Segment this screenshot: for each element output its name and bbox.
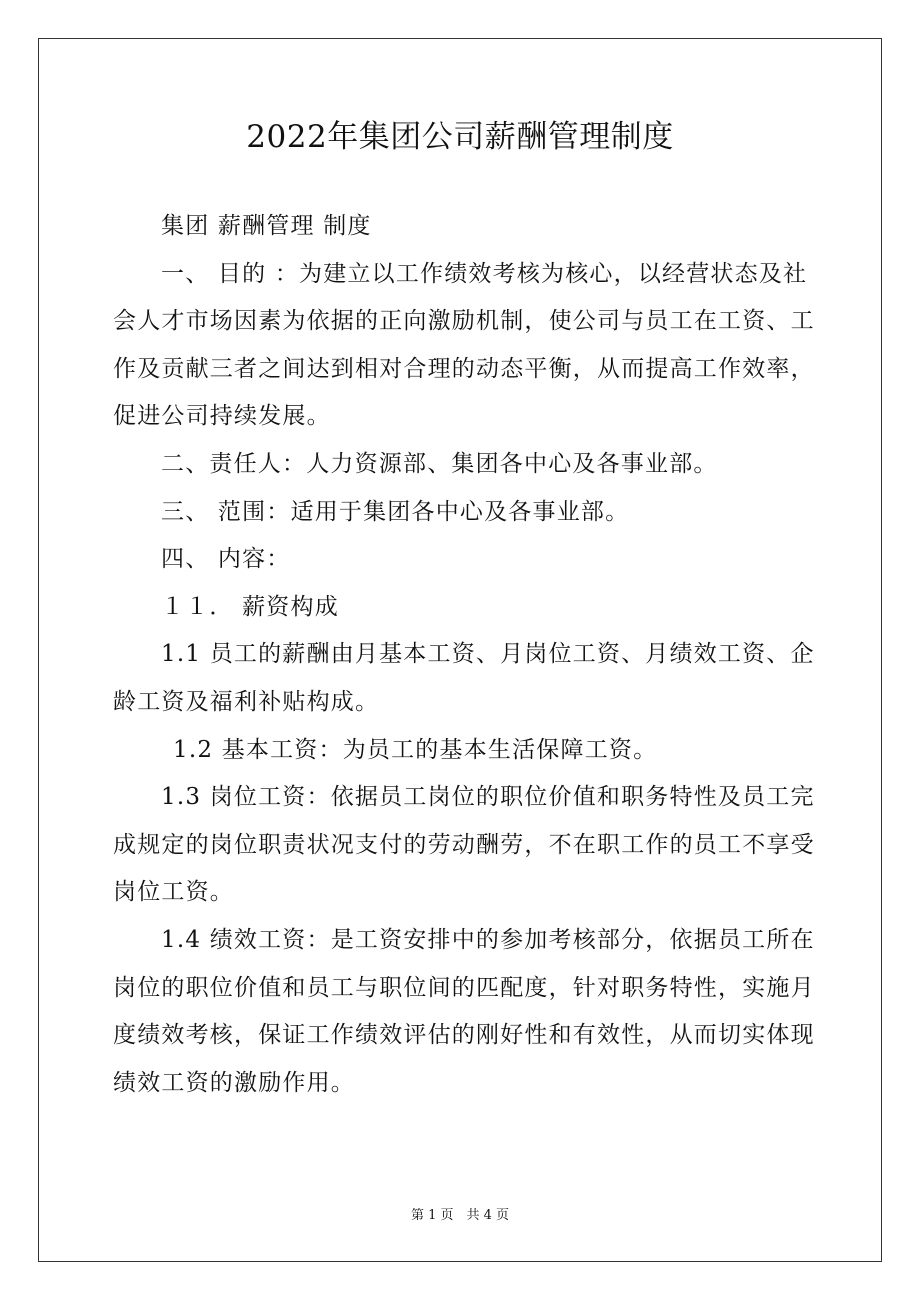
page-number: 第 1 页 共 4 页 bbox=[410, 1208, 510, 1223]
paragraph-1-2: 1.2 基本工资：为员工的基本生活保障工资。 bbox=[173, 736, 658, 763]
document-body bbox=[113, 203, 821, 1107]
paragraph-1-3: 1.3 岗位工资：依据员工岗位的职位价值和职务特性及员工完成规定的岗位职责状况支付的劳动酬劳，不在职工作的员工不享受岗位工资。 bbox=[113, 784, 815, 906]
paragraph-purpose: 一、 目的 ：为建立以工作绩效考核为核心，以经营状态及社会人才市场因素为依据的正向激励机制，使公司与员工在工资、工作及贡献三者之间达到相对合理的动态平衡，从而提高工作效率，促进公司持续发展。 bbox=[113, 260, 815, 430]
paragraph-scope: 三、 范围：适用于集团各中心及各事业部。 bbox=[161, 498, 630, 525]
paragraph-1-1: 1.1 员工的薪酬由月基本工资、月岗位工资、月绩效工资、企龄工资及福利补贴构成。 bbox=[113, 641, 815, 715]
paragraph-responsible: 二、责任人：人力资源部、集团各中心及各事业部。 bbox=[161, 450, 718, 477]
paragraph-salary-structure: １１． 薪资构成 bbox=[161, 593, 339, 620]
paragraph-heading: 集团 薪酬管理 制度 bbox=[161, 213, 372, 239]
paragraph-content: 四、 内容： bbox=[161, 546, 291, 573]
document-title: 2022年集团公司薪酬管理制度 bbox=[246, 119, 674, 155]
paragraph-1-4: 1.4 绩效工资：是工资安排中的参加考核部分，依据员工所在岗位的职位价值和员工与职位间的匹配度，针对职务特性，实施月度绩效考核，保证工作绩效评估的刚好性和有效性，从而切实体现绩效工资的激励作用。 bbox=[113, 926, 815, 1096]
